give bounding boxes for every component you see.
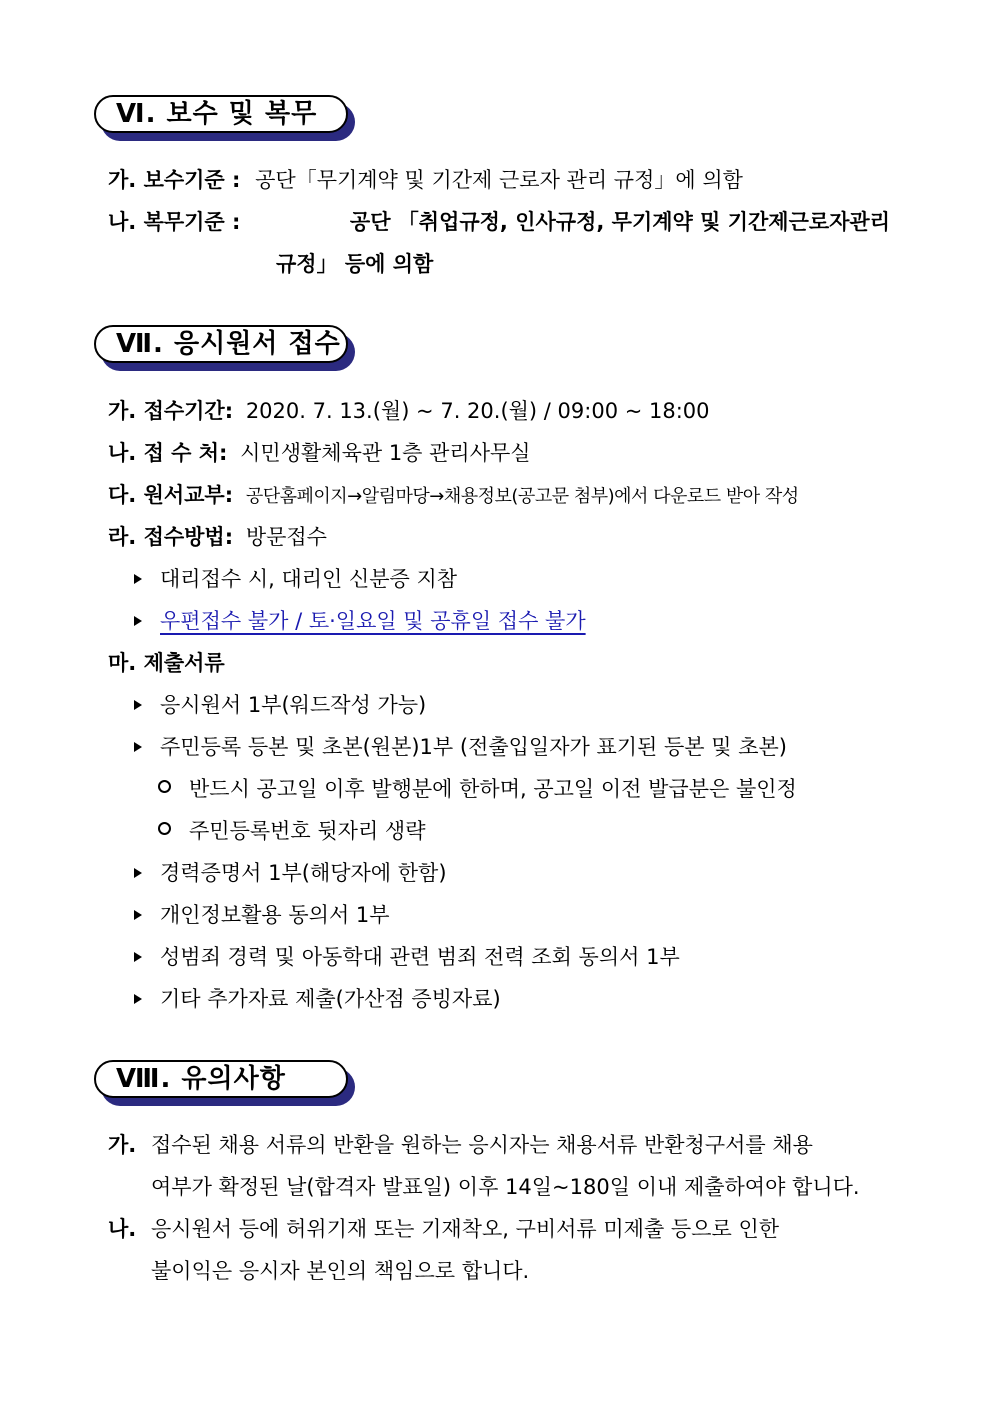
section-6-header xyxy=(94,95,356,141)
triangle-bullet-icon xyxy=(134,700,142,710)
list-item: 주민등록 등본 및 초본(원본)1부 (전출입일자가 표기된 등본 및 초본) xyxy=(134,732,890,762)
service-standard-text: 공단 「취업규정, 인사규정, 무기계약 및 기간제근로자관리 xyxy=(349,210,890,234)
list-item: 기타 추가자료 제출(가산점 증빙자료) xyxy=(134,984,501,1014)
circle-bullet-icon xyxy=(158,822,171,835)
notice-b-text: 응시원서 등에 허위기재 또는 기재착오, 구비서류 미제출 등으로 인한 xyxy=(150,1217,780,1241)
section-6-title: Ⅵ. 보수 및 복무 xyxy=(94,95,348,133)
pay-standard-label: 가. 보수기준 : xyxy=(108,168,241,192)
service-standard-line xyxy=(108,207,890,237)
pay-standard-line xyxy=(108,165,743,195)
triangle-bullet-icon xyxy=(134,868,142,878)
place-label: 나. 접 수 처: xyxy=(108,441,228,465)
method-text: 방문접수 xyxy=(245,525,327,549)
notice-b-label: 나. xyxy=(108,1217,137,1241)
notice-a-text-2: 여부가 확정된 날(합격자 발표일) 이후 14일~180일 이내 제출하여야 합니다. xyxy=(151,1175,860,1199)
triangle-bullet-icon xyxy=(134,910,142,920)
section-8-title: Ⅷ. 유의사항 xyxy=(94,1060,348,1098)
distribution-label: 다. 원서교부: xyxy=(108,483,234,507)
method-line xyxy=(108,522,327,552)
service-standard-label: 나. 복무기준 : xyxy=(108,210,241,234)
section-7-title: Ⅶ. 응시원서 접수 xyxy=(94,325,348,363)
postal-notice-link[interactable]: 우편접수 불가 / 토·일요일 및 공휴일 접수 불가 xyxy=(160,609,586,633)
triangle-bullet-icon xyxy=(134,574,142,584)
period-line xyxy=(108,396,710,426)
circle-bullet-icon xyxy=(158,780,171,793)
list-item: 주민등록번호 뒷자리 생략 xyxy=(158,816,426,846)
place-text: 시민생활체육관 1층 관리사무실 xyxy=(240,441,531,465)
list-item xyxy=(134,606,586,636)
list-item: 성범죄 경력 및 아동학대 관련 범죄 전력 조회 동의서 1부 xyxy=(134,942,680,972)
list-item: 응시원서 1부(워드작성 가능) xyxy=(134,690,426,720)
notice-b-text-2: 불이익은 응시자 본인의 책임으로 합니다. xyxy=(151,1259,530,1283)
triangle-bullet-icon xyxy=(134,742,142,752)
notice-a-label: 가. xyxy=(108,1133,137,1157)
notice-a-text: 접수된 채용 서류의 반환을 원하는 응시자는 채용서류 반환청구서를 채용 xyxy=(150,1133,813,1157)
service-standard-text-2: 규정」 등에 의함 xyxy=(276,252,434,276)
triangle-bullet-icon xyxy=(134,952,142,962)
section-7-header xyxy=(94,325,356,371)
documents-label: 마. 제출서류 xyxy=(108,651,225,675)
notice-a-line xyxy=(108,1130,894,1160)
list-item: 경력증명서 1부(해당자에 한함) xyxy=(134,858,447,888)
period-text: 2020. 7. 13.(월) ~ 7. 20.(월) / 09:00 ~ 18:00 xyxy=(245,399,710,423)
notice-b-line xyxy=(108,1214,894,1244)
pay-standard-text: 공단「무기계약 및 기간제 근로자 관리 규정」에 의함 xyxy=(255,168,743,192)
list-item: 반드시 공고일 이후 발행분에 한하며, 공고일 이전 발급분은 불인정 xyxy=(158,774,797,804)
list-item: 개인정보활용 동의서 1부 xyxy=(134,900,390,930)
section-8-header xyxy=(94,1060,356,1106)
period-label: 가. 접수기간: xyxy=(108,399,234,423)
place-line xyxy=(108,438,531,468)
triangle-bullet-icon xyxy=(134,616,142,626)
method-label: 라. 접수방법: xyxy=(108,525,234,549)
distribution-text: 공단홈페이지→알림마당→채용정보(공고문 첨부)에서 다운로드 받아 작성 xyxy=(245,486,799,507)
list-item: 대리접수 시, 대리인 신분증 지참 xyxy=(134,564,457,594)
distribution-line xyxy=(108,480,799,512)
triangle-bullet-icon xyxy=(134,994,142,1004)
